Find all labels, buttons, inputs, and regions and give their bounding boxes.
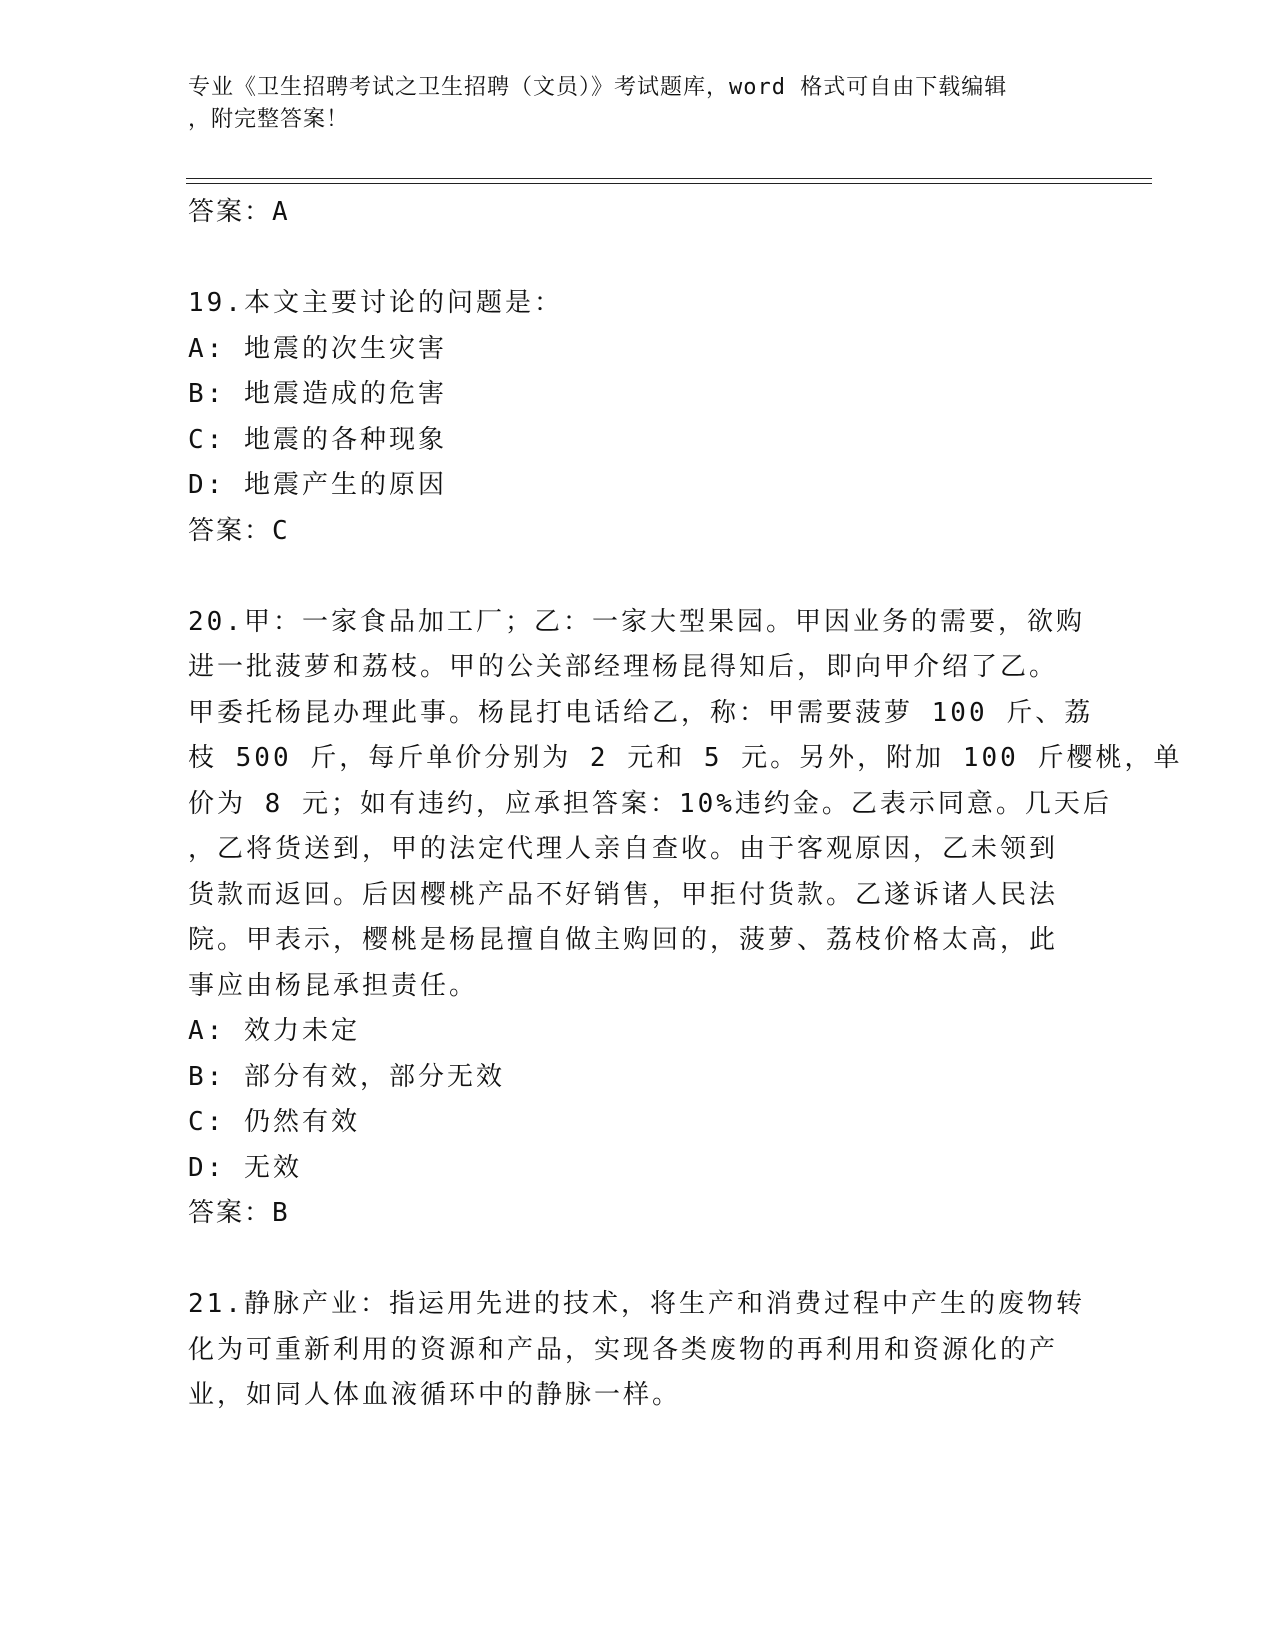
header-rule-bottom	[186, 183, 1152, 184]
question-line: 20.甲：一家食品加工厂；乙：一家大型果园。甲因业务的需要，欲购	[188, 606, 1085, 637]
question-line: 业，如同人体血液循环中的静脉一样。	[188, 1380, 682, 1410]
question-line: 19.本文主要讨论的问题是：	[188, 288, 563, 318]
option-a: A: 效力未定	[188, 1016, 360, 1046]
question-line: 院。甲表示，樱桃是杨昆擅自做主购回的，菠萝、荔枝价格太高，此	[188, 925, 1059, 955]
question-line: 21.静脉产业：指运用先进的技术，将生产和消费过程中产生的废物转	[188, 1289, 1085, 1319]
document-body	[188, 190, 1183, 1419]
question-text	[188, 600, 1183, 1010]
question-21	[188, 1282, 1085, 1419]
question-20	[188, 600, 1183, 1237]
answer-line: 答案：C	[188, 515, 290, 546]
question-line: 事应由杨昆承担责任。	[188, 970, 479, 1001]
question-line: 化为可重新利用的资源和产品，实现各类废物的再利用和资源化的产	[188, 1334, 1059, 1365]
header-line-1: 专业《卫生招聘考试之卫生招聘（文员）》考试题库，word 格式可自由下载编辑	[188, 75, 1008, 100]
option-c: C: 仍然有效	[188, 1107, 360, 1137]
option-d: D: 地震产生的原因	[188, 470, 447, 500]
spacer	[188, 1236, 1068, 1282]
option-c: C: 地震的各种现象	[188, 424, 447, 455]
option-a: A: 地震的次生灾害	[188, 333, 447, 364]
question-line: ，乙将货送到，甲的法定代理人亲自查收。由于客观原因，乙未领到	[188, 834, 1059, 864]
question-line: 进一批菠萝和荔枝。甲的公关部经理杨昆得知后，即向甲介绍了乙。	[188, 652, 1059, 682]
answer-line: 答案：A	[188, 197, 290, 227]
option-b: B: 部分有效，部分无效	[188, 1061, 505, 1092]
option-b: B: 地震造成的危害	[188, 379, 447, 409]
question-text	[188, 281, 1068, 327]
header-rule-top	[186, 178, 1152, 179]
header-line-2: ，附完整答案！	[188, 107, 350, 132]
spacer	[188, 235, 1068, 281]
answer-line: 答案：B	[188, 1198, 290, 1228]
question-line: 甲委托杨昆办理此事。杨昆打电话给乙，称：甲需要菠萝 100 斤、荔	[188, 697, 1094, 728]
question-line: 货款而返回。后因樱桃产品不好销售，甲拒付货款。乙遂诉诸人民法	[188, 879, 1059, 910]
option-d: D: 无效	[188, 1152, 302, 1183]
question-line: 价为 8 元；如有违约，应承担答案：10%违约金。乙表示同意。几天后	[188, 788, 1112, 819]
question-19	[188, 281, 1068, 554]
question-line: 枝 500 斤，每斤单价分别为 2 元和 5 元。另外，附加 100 斤樱桃，单	[188, 743, 1183, 773]
document-header	[188, 72, 1068, 136]
spacer	[188, 554, 1068, 600]
question-text	[188, 1282, 1085, 1419]
